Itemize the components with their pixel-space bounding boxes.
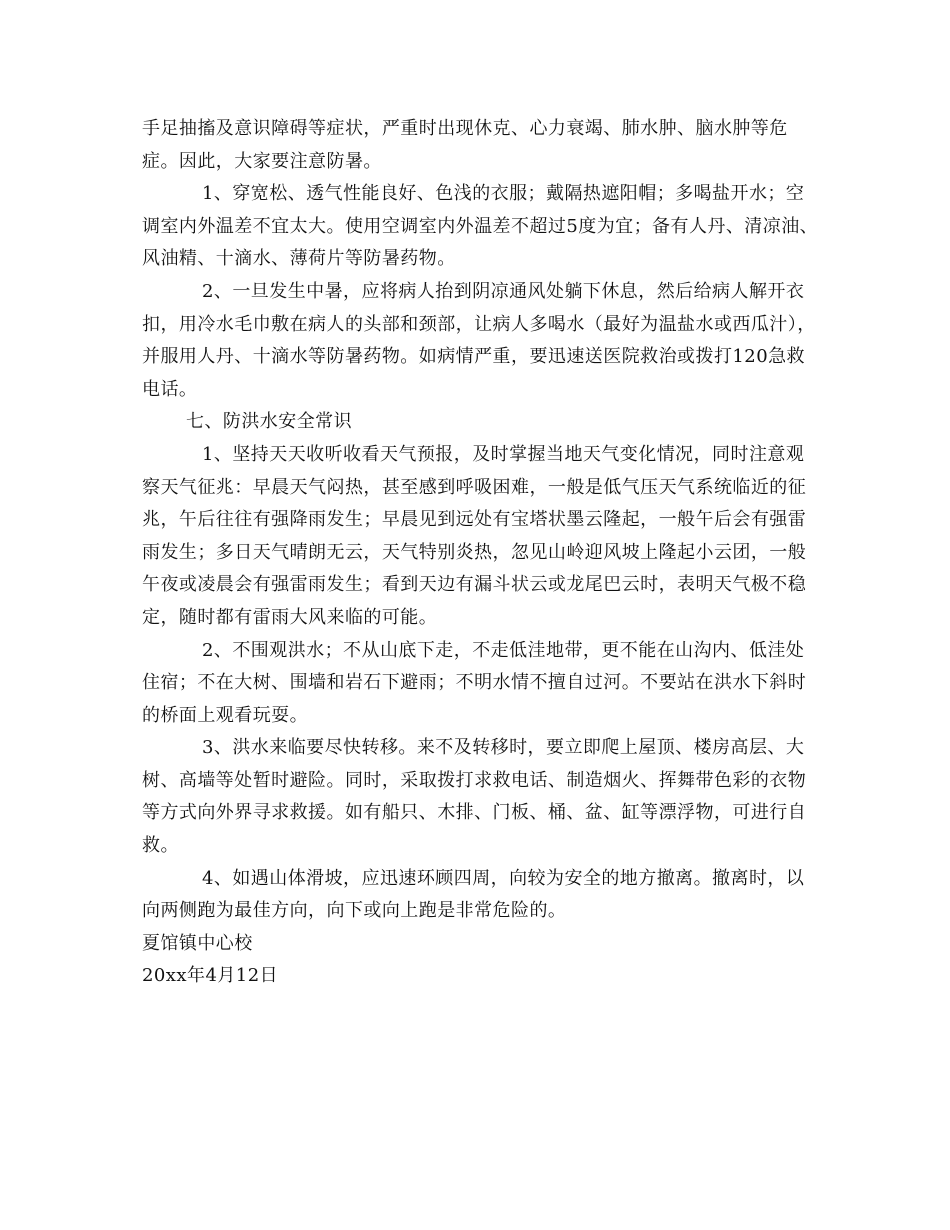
paragraph-heatstroke-symptoms: 手足抽搐及意识障碍等症状，严重时出现休克、心力衰竭、肺水肿、脑水肿等危症。因此，大家要注意防暑。 [142,118,788,172]
signature-organization: 夏馆镇中心校 [142,932,253,954]
paragraph-flood-item-3: 3、洪水来临要尽快转移。来不及转移时，要立即爬上屋顶、楼房高层、大树、高墙等处暂时避险。同时，采取拨打求救电话、制造烟火、挥舞带色彩的衣物等方式向外界寻求救援。如有船只、木排、门板、桶、盆、缸等漂浮物，可进行自救。 [142,737,807,857]
paragraph-flood-item-1: 1、坚持天天收听收看天气预报，及时掌握当地天气变化情况，同时注意观察天气征兆：早晨天气闷热，甚至感到呼吸困难，一般是低气压天气系统临近的征兆，午后往往有强降雨发生；早晨见到远处有宝塔状墨云隆起，一般午后会有强雷雨发生；多日天气晴朗无云，天气特别炎热，忽见山岭迎风坡上隆起小云团，一般午夜或凌晨会有强雷雨发生；看到天边有漏斗状云或龙尾巴云时，表明天气极不稳定，随时都有雷雨大风来临的可能。 [142,443,807,628]
paragraph-flood-item-4: 4、如遇山体滑坡，应迅速环顾四周，向较为安全的地方撤离。撤离时，以向两侧跑为最佳方向，向下或向上跑是非常危险的。 [142,867,805,922]
section-heading-flood-safety: 七、防洪水安全常识 [186,411,353,433]
paragraph-heat-prevention-item-1: 1、穿宽松、透气性能良好、色浅的衣服；戴隔热遮阳帽；多喝盐开水；空调室内外温差不宜太大。使用空调室内外温差不超过5度为宜；备有人丹、清凉油、风油精、十滴水、薄荷片等防暑药物。 [142,183,819,270]
paragraph-heat-prevention-item-2: 2、一旦发生中暑，应将病人抬到阴凉通风处躺下休息，然后给病人解开衣扣，用冷水毛巾敷在病人的头部和颈部，让病人多喝水（最好为温盐水或西瓜汁），并服用人丹、十滴水等防暑药物。如病情严重，要迅速送医院救治或拨打120急救电话。 [142,280,816,400]
paragraph-flood-item-2: 2、不围观洪水；不从山底下走，不走低洼地带，更不能在山沟内、低洼处住宿；不在大树、围墙和岩石下避雨；不明水情不擅自过河。不要站在洪水下斜时的桥面上观看玩耍。 [142,639,807,726]
signature-date: 20xx年4月12日 [142,965,279,987]
document-body [142,113,820,993]
